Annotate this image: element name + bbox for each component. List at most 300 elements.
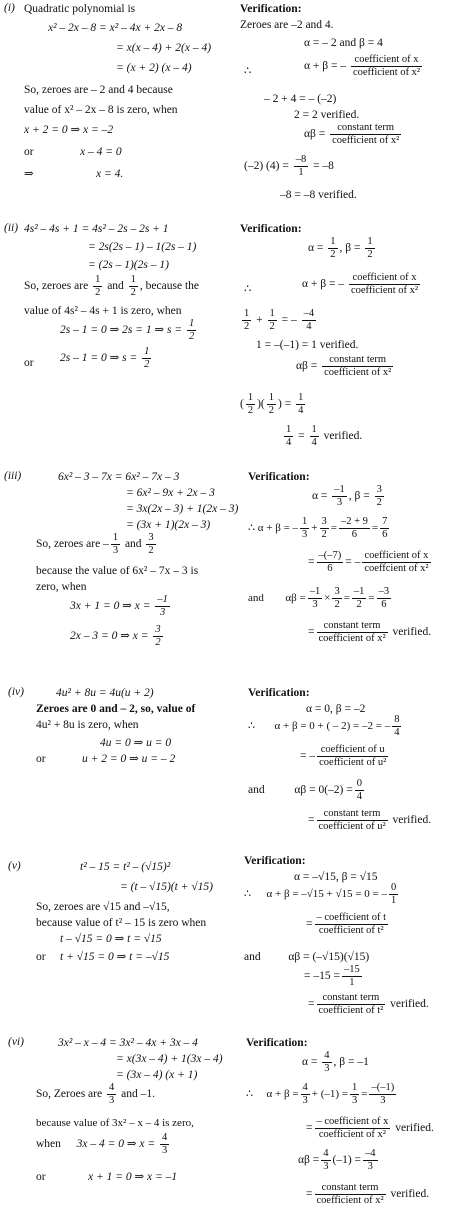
fraction [142, 346, 151, 371]
section-label: (vi) [8, 1036, 24, 1048]
text-line: because the value of 6x² – 7x – 3 is [36, 565, 199, 577]
math-text: α = [312, 490, 328, 503]
denominator: 4 [394, 727, 400, 738]
denominator: 1 [349, 977, 355, 988]
math-line [296, 354, 395, 379]
math-text: α + β = – [304, 60, 347, 73]
numerator: constant term [315, 1182, 386, 1195]
denominator: coefficient of x² [318, 1129, 386, 1140]
numerator: coefficient of x [349, 272, 420, 285]
numerator: coefficient of x [351, 54, 422, 67]
math-text: × [324, 592, 331, 605]
fraction [300, 516, 309, 541]
denominator: 2 [247, 405, 254, 416]
denominator: coefficient of t² [318, 1005, 384, 1016]
math-text: , β = [348, 490, 370, 503]
therefore-symbol: ∴ [244, 65, 252, 77]
denominator: coeffcient of x² [364, 563, 429, 574]
section-label: (iv) [8, 686, 24, 698]
math-line: 4u² + 8u = 4u(u + 2) [56, 687, 154, 699]
numerator: 4 [108, 1082, 115, 1093]
math-line: t – √15 = 0 ⇒ t = √15 [60, 933, 162, 945]
text-line: Zeroes are 0 and – 2, so, value of [36, 703, 196, 715]
math-text: α + β = – [302, 278, 345, 291]
text-line: or [24, 357, 34, 369]
numerator: 1 [298, 392, 304, 403]
numerator: 1 [311, 424, 317, 435]
math-text: ) = [278, 398, 292, 411]
numerator: coefficient of u [317, 744, 388, 757]
math-text: 2x – 3 = 0 ⇒ x = [70, 630, 149, 643]
math-text: = [361, 1088, 368, 1101]
math-line: = 2s(2s – 1) – 1(2s – 1) [88, 241, 197, 253]
denominator: 1 [390, 895, 397, 906]
numerator: constant term [317, 620, 388, 633]
math-line: t + √15 = 0 ⇒ t = –√15 [60, 951, 170, 963]
math-text: ∴ [244, 888, 251, 901]
math-text: = [330, 522, 337, 535]
math-line [306, 1182, 429, 1207]
verification-heading: Verification: [248, 471, 310, 483]
denominator: 2 [155, 637, 161, 648]
section-label: (iii) [4, 470, 22, 482]
math-text: α + β = 0 + ( – 2) = –2 = – [274, 720, 391, 733]
denominator: 3 [160, 607, 166, 618]
numerator: –4 [303, 308, 315, 319]
denominator: 2 [130, 287, 136, 298]
math-text: 3x – 4 = 0 ⇒ x = [76, 1138, 156, 1151]
math-line [308, 620, 431, 645]
math-text: )( [257, 398, 265, 411]
math-text: = [308, 556, 315, 569]
denominator: 3 [323, 1161, 329, 1172]
math-text: verified. [323, 430, 363, 443]
math-text: + [256, 314, 263, 327]
fraction [284, 424, 293, 449]
text-line: because value of 3x² – x – 4 is zero, [36, 1117, 194, 1129]
numerator: –4 [365, 1148, 376, 1159]
math-text: = –15 = [304, 970, 340, 983]
numerator: constant term [322, 354, 393, 367]
denominator: 2 [148, 545, 154, 556]
denominator: 2 [356, 599, 362, 610]
numerator: coefficient of x [362, 550, 430, 563]
fraction [315, 1116, 391, 1141]
text-line: value of 4s² – 4s + 1 is zero, when [24, 305, 182, 317]
numerator: –15 [343, 964, 360, 975]
numerator: 4 [162, 1132, 168, 1143]
math-line: 4s² – 4s + 1 = 4s² – 2s – 2s + 1 [24, 223, 169, 235]
math-line: = x(3x – 4) + 1(3x – 4) [116, 1053, 223, 1065]
numerator: –(–7) [318, 550, 342, 561]
numerator: constant term [330, 122, 401, 135]
math-text: and [248, 784, 265, 797]
math-text: + [311, 522, 318, 535]
denominator: 2 [95, 287, 101, 298]
denominator: 2 [144, 359, 150, 370]
numerator: 1 [352, 1082, 358, 1093]
denominator: 3 [336, 497, 343, 508]
numerator: 1 [95, 274, 101, 285]
text-line: or [36, 951, 46, 963]
numerator: 3 [148, 532, 154, 543]
denominator: 3 [312, 599, 318, 610]
denominator: 6 [327, 563, 333, 574]
math-line: = (3x + 1)(2x – 3) [126, 519, 211, 531]
math-text: = [343, 592, 350, 605]
verification-heading: Verification: [240, 3, 302, 15]
numerator: 1 [112, 532, 119, 543]
numerator: –1 [309, 586, 321, 597]
math-text: = [368, 592, 375, 605]
numerator: – coefficient of x [316, 1116, 389, 1127]
math-text: verified. [392, 626, 432, 639]
math-line: = 6x² – 9x + 2x – 3 [126, 487, 215, 499]
text-line: 4u² + 8u is zero, when [36, 719, 139, 731]
text: when [36, 1138, 61, 1151]
fraction [369, 1082, 396, 1107]
numerator: 1 [144, 346, 150, 357]
denominator: 3 [380, 1095, 386, 1106]
fraction [317, 620, 388, 645]
math-line: x + 1 = 0 ⇒ x = –1 [88, 1171, 178, 1183]
text-line [36, 1082, 155, 1107]
math-text: and [248, 592, 264, 605]
fraction [301, 1082, 310, 1107]
math-line [244, 950, 369, 964]
math-line [300, 744, 390, 769]
math-text: αβ = 0(–2) = [294, 784, 353, 797]
math-line [248, 586, 393, 611]
fraction [392, 714, 401, 739]
fraction [187, 318, 196, 343]
math-line [244, 154, 334, 179]
math-text: , β = [339, 242, 361, 255]
denominator: coefficient of u² [318, 821, 386, 832]
section-vi [0, 1030, 474, 1230]
math-line [244, 882, 400, 907]
fraction [328, 236, 337, 261]
denominator: 3 [108, 1095, 115, 1106]
math-text: = – [345, 556, 361, 569]
fraction [317, 744, 388, 769]
math-line [240, 392, 307, 417]
denominator: 1 [298, 167, 304, 178]
math-line: – 2 + 4 = – (–2) [264, 93, 337, 105]
math-line: = x(x – 4) + 2(x – 4) [116, 42, 212, 54]
fraction [93, 274, 102, 299]
numerator: –1 [334, 484, 345, 495]
fraction [129, 274, 138, 299]
math-line: u + 2 = 0 ⇒ u = – 2 [82, 753, 176, 765]
math-line: x – 4 = 0 [80, 146, 122, 158]
math-line [240, 308, 318, 333]
fraction [310, 424, 319, 449]
math-line: 6x² – 3 – 7x = 6x² – 7x – 3 [58, 471, 180, 483]
math-text: 3x + 1 = 0 ⇒ x = [70, 600, 151, 613]
math-line: α = – 2 and β = 4 [304, 37, 383, 49]
math-line: 3x² – x – 4 = 3x² – 4x + 3x – 4 [58, 1037, 198, 1049]
math-line [312, 484, 386, 509]
math-text: αβ = [285, 592, 306, 605]
math-text: ( [240, 398, 244, 411]
fraction [352, 586, 367, 611]
math-line [298, 1148, 380, 1173]
math-line [304, 122, 403, 147]
math-text: (–2) (4) = [244, 160, 289, 173]
numerator: 4 [302, 1082, 308, 1093]
fraction [317, 808, 388, 833]
numerator: –(–1) [371, 1082, 395, 1093]
math-line: α = 0, β = –2 [306, 703, 366, 715]
denominator: 2 [188, 331, 195, 342]
numerator: 4 [324, 1050, 330, 1061]
text-line: because value of t² – 15 is zero when [36, 917, 207, 929]
denominator: 6 [382, 529, 388, 540]
math-text: = [306, 918, 313, 931]
section-label: (i) [4, 2, 15, 14]
denominator: 4 [286, 437, 292, 448]
denominator: coefficient of x² [318, 633, 386, 644]
numerator: 1 [330, 236, 336, 247]
fraction [242, 308, 251, 333]
math-text: and [244, 951, 261, 963]
text-line: So, zeroes are – 2 and 4 because [24, 84, 173, 96]
text: So, zeroes are [24, 280, 89, 293]
math-text: 2s – 1 = 0 ⇒ s = [60, 352, 138, 365]
text-line: zero, when [36, 581, 87, 593]
text: and [107, 280, 124, 293]
fraction [322, 354, 393, 379]
math-line: = (3x – 4) (x + 1) [116, 1069, 198, 1081]
text-line: So, zeroes are √15 and –√15, [36, 901, 170, 913]
math-line: = (t – √15)(t + √15) [120, 881, 213, 893]
denominator: 3 [352, 1095, 358, 1106]
fraction [268, 308, 277, 333]
fraction [294, 154, 309, 179]
numerator: –8 [295, 154, 307, 165]
section-i [0, 0, 474, 210]
math-text: = [371, 522, 379, 535]
math-text: α + β = [266, 1088, 299, 1101]
fraction [375, 484, 384, 509]
fraction [342, 964, 362, 989]
math-text: = – [300, 750, 316, 763]
math-text: ∴ [248, 720, 255, 733]
section-label: (ii) [4, 222, 19, 234]
denominator: coefficient of t² [318, 925, 384, 936]
math-text: α + β = – [257, 522, 299, 535]
denominator: 3 [302, 1095, 308, 1106]
numerator: constant term [317, 808, 388, 821]
math-line: –8 = –8 verified. [280, 189, 357, 201]
math-text: = [308, 998, 315, 1011]
denominator: 4 [356, 791, 362, 802]
math-line [246, 1082, 398, 1107]
denominator: 2 [376, 497, 382, 508]
math-line: = (x + 2) (x – 4) [116, 62, 192, 74]
math-text: αβ = (–√15)(√15) [288, 951, 370, 963]
fraction [317, 992, 386, 1017]
fraction [322, 1050, 331, 1075]
denominator: coefficient of x² [324, 367, 392, 378]
numerator: 3 [376, 484, 382, 495]
math-text: = –8 [313, 160, 334, 173]
math-text: verified. [390, 1188, 430, 1201]
numerator: 4 [323, 1148, 329, 1159]
section-iii [0, 466, 474, 662]
text: , because the [139, 280, 199, 293]
math-text: = – [281, 314, 297, 327]
math-text: αβ = [296, 360, 318, 373]
math-text: α = [302, 1056, 318, 1069]
numerator: 1 [130, 274, 136, 285]
fraction [339, 516, 370, 541]
math-text: , β = –1 [333, 1056, 369, 1069]
denominator: coefficient of x² [352, 67, 421, 78]
fraction [321, 1148, 330, 1173]
math-line [248, 714, 403, 739]
numerator: 3 [155, 624, 161, 635]
math-text: = [306, 1188, 313, 1201]
numerator: 1 [286, 424, 292, 435]
section-ii [0, 218, 474, 458]
denominator: 3 [324, 1063, 330, 1074]
text-line [36, 532, 158, 557]
denominator: 2 [269, 321, 275, 332]
numerator: 3 [321, 516, 327, 527]
fraction [146, 532, 155, 557]
verification-heading: Verification: [248, 687, 310, 699]
fraction [155, 594, 170, 619]
denominator: coefficient of x² [316, 1195, 384, 1206]
denominator: 6 [351, 529, 358, 540]
denominator: 2 [334, 599, 340, 610]
fraction [107, 1082, 116, 1107]
math-line: = (2s – 1)(2s – 1) [88, 259, 169, 271]
math-text: verified. [390, 998, 429, 1011]
text: So, zeroes are – [36, 538, 109, 551]
denominator: 4 [298, 405, 304, 416]
math-line: α = –√15, β = √15 [294, 871, 378, 883]
fraction [315, 912, 389, 937]
denominator: 3 [112, 545, 119, 556]
therefore-symbol: ∴ [244, 283, 252, 295]
math-line [248, 778, 366, 803]
text-line [24, 274, 199, 299]
section-label: (v) [8, 860, 21, 872]
fraction [296, 392, 305, 417]
math-line [60, 318, 198, 343]
fraction [330, 122, 401, 147]
fraction [349, 272, 420, 297]
numerator: 1 [247, 392, 254, 403]
math-line [304, 964, 364, 989]
fraction [365, 236, 374, 261]
math-text: verified. [395, 1122, 434, 1135]
math-text: 2s – 1 = 0 ⇒ 2s = 1 ⇒ s = [60, 324, 183, 337]
fraction [317, 550, 344, 575]
denominator: 3 [302, 529, 308, 540]
text-line: or [36, 753, 46, 765]
numerator: –3 [378, 586, 390, 597]
fraction [332, 586, 341, 611]
fraction [389, 882, 398, 907]
math-text: α = [308, 242, 324, 255]
math-line [306, 912, 390, 937]
denominator: 3 [162, 1145, 168, 1156]
numerator: 1 [269, 308, 275, 319]
math-line [282, 424, 362, 449]
math-line [306, 1116, 434, 1141]
denominator: coefficient of u² [319, 757, 387, 768]
denominator: 6 [381, 599, 387, 610]
math-text: + (–1) = [311, 1088, 349, 1101]
text: and [124, 538, 142, 551]
text-line: Quadratic polynomial is [24, 3, 136, 15]
math-line [248, 516, 391, 541]
math-text: ∴ [248, 522, 255, 535]
math-line [60, 346, 153, 371]
math-line [70, 624, 165, 649]
numerator: –2 + 9 [340, 516, 368, 527]
fraction [362, 550, 430, 575]
fraction [320, 516, 329, 541]
numerator: 3 [334, 586, 340, 597]
fraction [153, 624, 162, 649]
fraction [363, 1148, 378, 1173]
denominator: 2 [330, 249, 336, 260]
numerator: constant term [317, 992, 386, 1005]
fraction [351, 54, 422, 79]
text-line: ⇒ [24, 168, 34, 180]
numerator: 1 [367, 236, 373, 247]
denominator: 4 [306, 321, 312, 332]
math-text: verified. [392, 814, 432, 827]
math-line [36, 1132, 171, 1157]
verification-heading: Verification: [244, 855, 306, 867]
numerator: 1 [268, 392, 275, 403]
math-text: = [306, 1122, 313, 1135]
denominator: coefficient of x² [350, 285, 419, 296]
math-text: = [298, 430, 305, 443]
math-line: = 3x(2x – 3) + 1(2x – 3) [126, 503, 239, 515]
math-text: αβ = [304, 128, 326, 141]
math-line: x = 4. [96, 168, 124, 180]
fraction [246, 392, 255, 417]
fraction [377, 586, 392, 611]
text: So, Zeroes are [36, 1088, 103, 1101]
numerator: – coefficient of t [316, 912, 386, 923]
fraction [315, 1182, 386, 1207]
denominator: 2 [321, 529, 327, 540]
math-line: 1 = –(–1) = 1 verified. [256, 339, 359, 351]
denominator: 2 [268, 405, 275, 416]
numerator: 0 [356, 778, 362, 789]
denominator: 2 [367, 249, 373, 260]
numerator: 1 [188, 318, 195, 329]
verification-heading: Verification: [240, 223, 302, 235]
numerator: 0 [390, 882, 397, 893]
math-line [302, 1050, 369, 1075]
math-text: (–1) = [332, 1154, 362, 1167]
math-line: x + 2 = 0 ⇒ x = –2 [24, 124, 114, 136]
math-line [308, 992, 429, 1017]
math-text: α + β = –√15 + √15 = 0 = – [266, 888, 387, 901]
math-text: ∴ [246, 1088, 253, 1101]
fraction [355, 778, 364, 803]
fraction [302, 308, 317, 333]
